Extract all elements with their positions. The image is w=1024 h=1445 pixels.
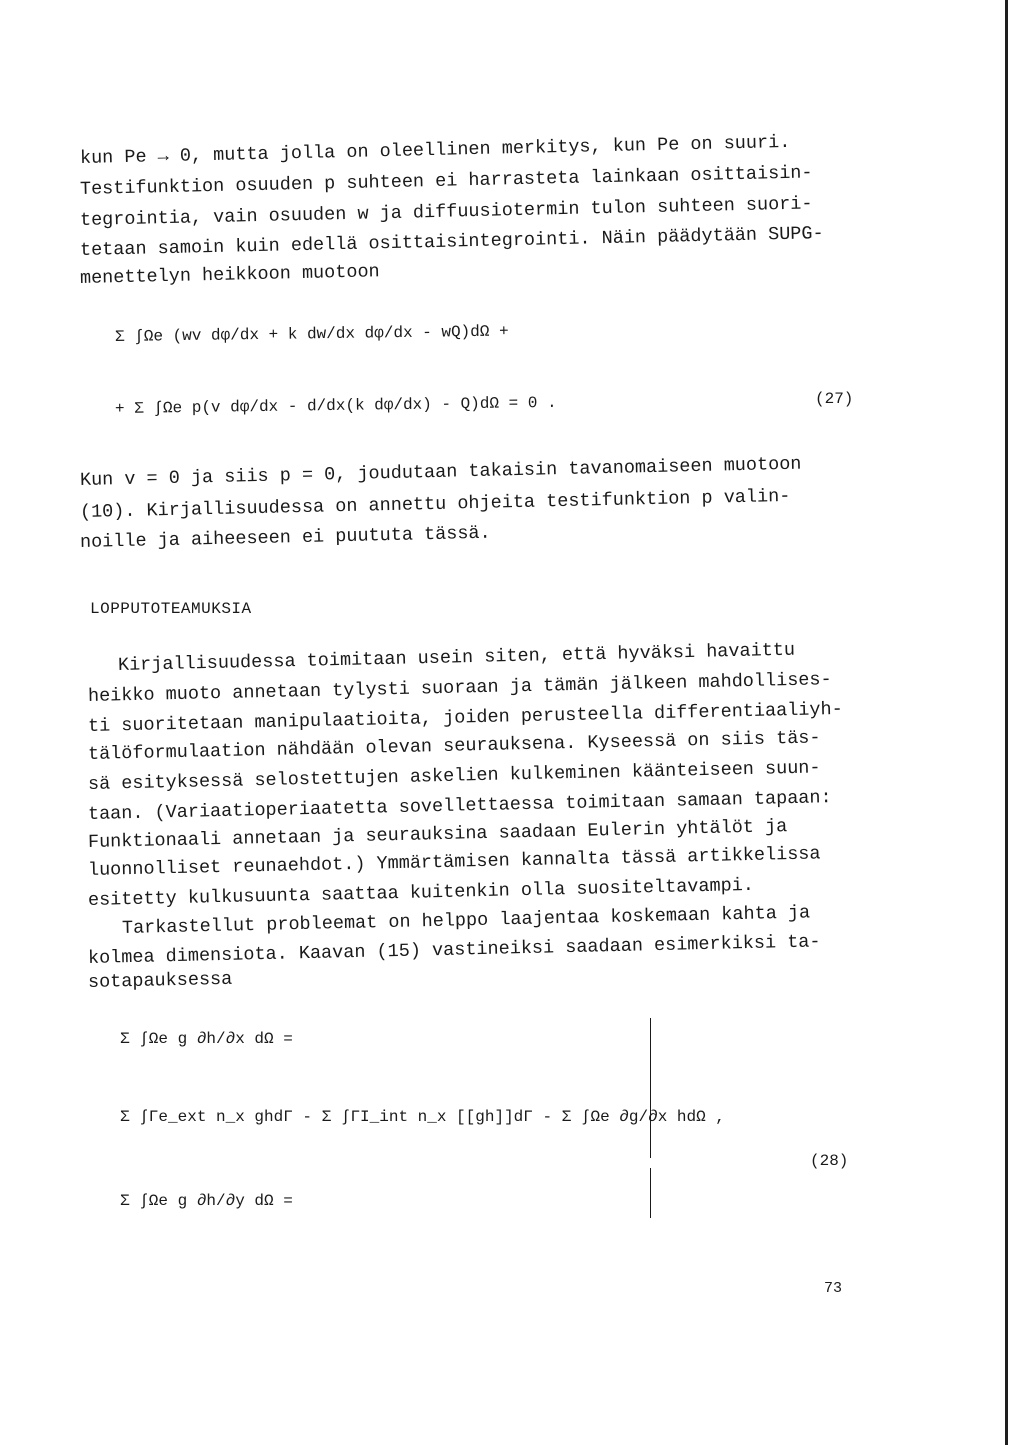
equation-28-line-3: Σ ∫Ωe g ∂h/∂y dΩ = bbox=[120, 1192, 293, 1210]
p3-line-6: taan. (Variaatioperiaatetta sovellettaessa toimitaan samaan tapaan: bbox=[87, 787, 832, 825]
p3-line-4: tälöformulaation nähdään olevan seurauksena. Kyseessä on siis täs- bbox=[87, 727, 821, 765]
equation-28-line-2: Σ ∫Γe_ext n_x ghdΓ - Σ ∫ΓI_int n_x [[gh]]dΓ - Σ ∫Ωe ∂g/∂x hdΩ , bbox=[120, 1108, 725, 1126]
p1-line-1: kun Pe → 0, mutta jolla on oleellinen merkitys, kun Pe on suuri. bbox=[79, 131, 791, 169]
section-heading: LOPPUTOTEAMUKSIA bbox=[90, 600, 252, 618]
p2-line-3: noille ja aiheeseen ei puututa tässä. bbox=[79, 522, 491, 553]
p2-line-1: Kun v = 0 ja siis p = 0, joudutaan takaisin tavanomaiseen muotoon bbox=[79, 453, 802, 491]
p3-line-8: luonnolliset reunaehdot.) Ymmärtämisen kannalta tässä artikkelissa bbox=[87, 843, 821, 881]
p3-line-9: esitetty kulkusuunta saattaa kuitenkin olla suositeltavampi. bbox=[87, 874, 755, 911]
p4-line-3: sotapauksessa bbox=[87, 968, 233, 993]
page-number: 73 bbox=[824, 1280, 843, 1297]
p2-line-2: (10). Kirjallisuudessa on annettu ohjeita testifunktion p valin- bbox=[79, 485, 791, 523]
equation-28-line-1: Σ ∫Ωe g ∂h/∂x dΩ = bbox=[120, 1030, 293, 1048]
scan-edge-line bbox=[1005, 0, 1008, 1445]
equation-27-line-2: + Σ ∫Ωe p(v dφ/dx - d/dx(k dφ/dx) - Q)dΩ = 0 . bbox=[114, 393, 557, 418]
equation-28-brace-lower bbox=[650, 1168, 651, 1218]
equation-27-line-1: Σ ∫Ωe (wv dφ/dx + k dw/dx dφ/dx - wQ)dΩ + bbox=[114, 322, 509, 346]
p1-line-2: Testifunktion osuuden p suhteen ei harrasteta lainkaan osittaisin- bbox=[79, 162, 813, 200]
p3-line-3: ti suoritetaan manipulaatioita, joiden perusteella differentiaaliyh- bbox=[87, 698, 843, 737]
p4-line-2: kolmea dimensiota. Kaavan (15) vastineiksi saadaan esimerkiksi ta- bbox=[87, 931, 821, 969]
p1-line-3: tegrointia, vain osuuden w ja diffuusiotermin tulon suhteen suori- bbox=[79, 193, 813, 231]
p3-line-5: sä esityksessä selostettujen askelien kulkeminen käänteiseen suun- bbox=[87, 757, 821, 795]
p1-line-5: menettelyn heikkoon muotoon bbox=[79, 261, 380, 289]
p1-line-4: tetaan samoin kuin edellä osittaisintegrointi. Näin päädytään SUPG- bbox=[79, 223, 824, 261]
p3-line-2: heikko muoto annetaan tylysti suoraan ja tämän jälkeen mahdollises- bbox=[87, 669, 832, 707]
equation-27-number: (27) bbox=[815, 390, 854, 408]
p3-line-7: Funktionaali annetaan ja seurauksina saadaan Eulerin yhtälöt ja bbox=[87, 816, 788, 853]
equation-28-brace-upper bbox=[650, 1018, 651, 1158]
p4-line-1: Tarkastellut probleemat on helppo laajentaa koskemaan kahta ja bbox=[121, 902, 811, 939]
p3-line-1: Kirjallisuudessa toimitaan usein siten, että hyväksi havaittu bbox=[117, 639, 796, 676]
equation-28-number: (28) bbox=[810, 1152, 849, 1170]
